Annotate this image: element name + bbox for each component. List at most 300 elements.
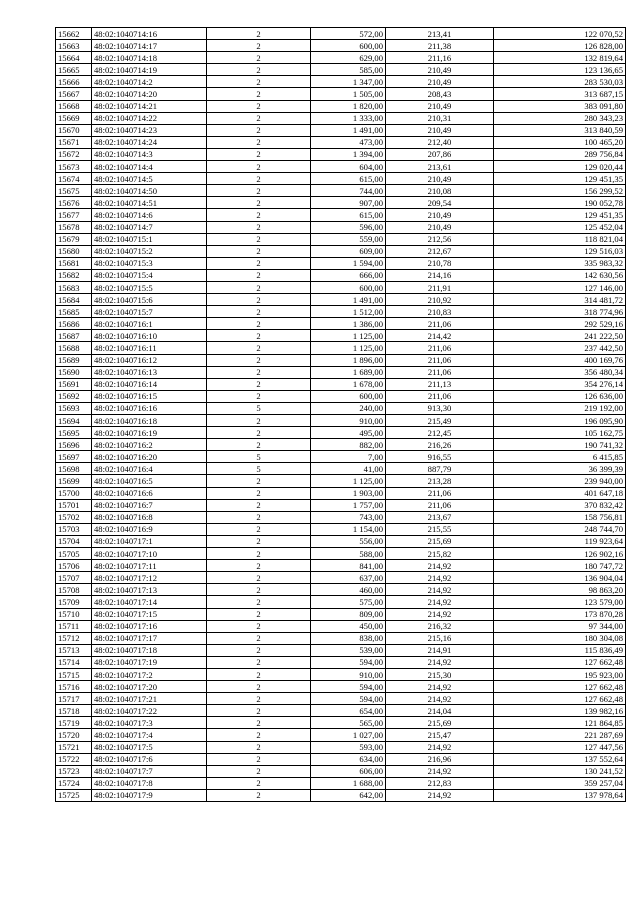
group-cell: 2 [207, 753, 311, 765]
value-cell: 142 630,56 [494, 269, 626, 281]
area-cell: 7,00 [311, 451, 386, 463]
cadastral-number-cell: 48:02:1040715:5 [92, 281, 207, 293]
value-cell: 292 529,16 [494, 318, 626, 330]
value-cell: 383 091,80 [494, 100, 626, 112]
group-cell: 2 [207, 548, 311, 560]
table-row [56, 88, 626, 100]
value-cell: 221 287,69 [494, 729, 626, 741]
group-cell: 2 [207, 354, 311, 366]
area-cell: 594,00 [311, 693, 386, 705]
cadastral-number-cell: 48:02:1040717:10 [92, 548, 207, 560]
group-cell: 2 [207, 668, 311, 680]
rate-cell: 210,49 [386, 76, 494, 88]
row-number-cell: 15668 [56, 100, 92, 112]
table-row [56, 620, 626, 632]
area-cell: 1 154,00 [311, 523, 386, 535]
row-number-cell: 15663 [56, 40, 92, 52]
cadastral-number-cell: 48:02:1040716:10 [92, 330, 207, 342]
rate-cell: 210,49 [386, 209, 494, 221]
rate-cell: 214,42 [386, 330, 494, 342]
value-cell: 370 832,42 [494, 499, 626, 511]
area-cell: 1 512,00 [311, 306, 386, 318]
table-row [56, 668, 626, 680]
row-number-cell: 15716 [56, 681, 92, 693]
table-row [56, 281, 626, 293]
group-cell: 2 [207, 306, 311, 318]
row-number-cell: 15713 [56, 644, 92, 656]
table-row [56, 112, 626, 124]
group-cell: 2 [207, 366, 311, 378]
table-row [56, 161, 626, 173]
table-row [56, 40, 626, 52]
area-cell: 1 757,00 [311, 499, 386, 511]
row-number-cell: 15673 [56, 161, 92, 173]
value-cell: 123 579,00 [494, 596, 626, 608]
value-cell: 125 452,04 [494, 221, 626, 233]
table-row [56, 608, 626, 620]
cadastral-value-table [55, 27, 626, 802]
group-cell: 2 [207, 64, 311, 76]
cadastral-number-cell: 48:02:1040717:17 [92, 632, 207, 644]
group-cell: 2 [207, 40, 311, 52]
row-number-cell: 15700 [56, 487, 92, 499]
row-number-cell: 15684 [56, 294, 92, 306]
row-number-cell: 15687 [56, 330, 92, 342]
row-number-cell: 15690 [56, 366, 92, 378]
value-cell: 126 828,00 [494, 40, 626, 52]
area-cell: 1 903,00 [311, 487, 386, 499]
table-row [56, 28, 626, 40]
table-row [56, 475, 626, 487]
group-cell: 2 [207, 124, 311, 136]
cadastral-number-cell: 48:02:1040716:7 [92, 499, 207, 511]
table-row [56, 209, 626, 221]
cadastral-number-cell: 48:02:1040716:16 [92, 402, 207, 414]
rate-cell: 214,04 [386, 705, 494, 717]
rate-cell: 210,08 [386, 185, 494, 197]
value-cell: 137 978,64 [494, 789, 626, 801]
group-cell: 2 [207, 294, 311, 306]
table-row [56, 233, 626, 245]
cadastral-number-cell: 48:02:1040716:8 [92, 511, 207, 523]
area-cell: 1 027,00 [311, 729, 386, 741]
table-row [56, 124, 626, 136]
cadastral-number-cell: 48:02:1040717:14 [92, 596, 207, 608]
cadastral-number-cell: 48:02:1040714:5 [92, 173, 207, 185]
group-cell: 2 [207, 318, 311, 330]
cadastral-number-cell: 48:02:1040714:23 [92, 124, 207, 136]
table-row [56, 64, 626, 76]
group-cell: 2 [207, 632, 311, 644]
area-cell: 600,00 [311, 281, 386, 293]
cadastral-number-cell: 48:02:1040714:4 [92, 161, 207, 173]
group-cell: 2 [207, 741, 311, 753]
value-cell: 127 662,48 [494, 656, 626, 668]
area-cell: 1 688,00 [311, 777, 386, 789]
cadastral-number-cell: 48:02:1040716:2 [92, 439, 207, 451]
table-row [56, 584, 626, 596]
cadastral-number-cell: 48:02:1040715:3 [92, 257, 207, 269]
table-row [56, 523, 626, 535]
rate-cell: 215,49 [386, 415, 494, 427]
cadastral-number-cell: 48:02:1040716:13 [92, 366, 207, 378]
value-cell: 219 192,00 [494, 402, 626, 414]
area-cell: 910,00 [311, 415, 386, 427]
group-cell: 2 [207, 560, 311, 572]
group-cell: 2 [207, 52, 311, 64]
row-number-cell: 15666 [56, 76, 92, 88]
cadastral-number-cell: 48:02:1040714:2 [92, 76, 207, 88]
rate-cell: 215,69 [386, 717, 494, 729]
row-number-cell: 15714 [56, 656, 92, 668]
area-cell: 556,00 [311, 535, 386, 547]
group-cell: 2 [207, 487, 311, 499]
group-cell: 2 [207, 475, 311, 487]
table-row [56, 185, 626, 197]
area-cell: 565,00 [311, 717, 386, 729]
row-number-cell: 15680 [56, 245, 92, 257]
table-row [56, 765, 626, 777]
area-cell: 882,00 [311, 439, 386, 451]
cadastral-number-cell: 48:02:1040717:4 [92, 729, 207, 741]
row-number-cell: 15724 [56, 777, 92, 789]
value-cell: 400 169,76 [494, 354, 626, 366]
value-cell: 158 756,81 [494, 511, 626, 523]
group-cell: 2 [207, 100, 311, 112]
group-cell: 2 [207, 584, 311, 596]
rate-cell: 213,61 [386, 161, 494, 173]
value-cell: 123 136,65 [494, 64, 626, 76]
value-cell: 173 870,28 [494, 608, 626, 620]
row-number-cell: 15676 [56, 197, 92, 209]
group-cell: 2 [207, 620, 311, 632]
value-cell: 139 982,16 [494, 705, 626, 717]
table-row [56, 342, 626, 354]
cadastral-number-cell: 48:02:1040716:5 [92, 475, 207, 487]
area-cell: 609,00 [311, 245, 386, 257]
row-number-cell: 15675 [56, 185, 92, 197]
group-cell: 5 [207, 463, 311, 475]
value-cell: 356 480,34 [494, 366, 626, 378]
row-number-cell: 15691 [56, 378, 92, 390]
row-number-cell: 15698 [56, 463, 92, 475]
value-cell: 97 344,00 [494, 620, 626, 632]
group-cell: 2 [207, 233, 311, 245]
row-number-cell: 15723 [56, 765, 92, 777]
row-number-cell: 15715 [56, 668, 92, 680]
table-row [56, 52, 626, 64]
area-cell: 1 333,00 [311, 112, 386, 124]
table-row [56, 245, 626, 257]
value-cell: 129 451,35 [494, 173, 626, 185]
group-cell: 2 [207, 777, 311, 789]
area-cell: 1 689,00 [311, 366, 386, 378]
rate-cell: 216,96 [386, 753, 494, 765]
table-row [56, 197, 626, 209]
group-cell: 2 [207, 209, 311, 221]
table-row [56, 100, 626, 112]
group-cell: 2 [207, 390, 311, 402]
row-number-cell: 15702 [56, 511, 92, 523]
table-row [56, 366, 626, 378]
row-number-cell: 15709 [56, 596, 92, 608]
cadastral-number-cell: 48:02:1040717:3 [92, 717, 207, 729]
value-cell: 401 647,18 [494, 487, 626, 499]
group-cell: 2 [207, 729, 311, 741]
area-cell: 1 896,00 [311, 354, 386, 366]
table-row [56, 729, 626, 741]
cadastral-number-cell: 48:02:1040714:21 [92, 100, 207, 112]
row-number-cell: 15705 [56, 548, 92, 560]
rate-cell: 212,45 [386, 427, 494, 439]
group-cell: 2 [207, 693, 311, 705]
area-cell: 907,00 [311, 197, 386, 209]
rate-cell: 214,92 [386, 765, 494, 777]
rate-cell: 211,06 [386, 342, 494, 354]
group-cell: 2 [207, 112, 311, 124]
cadastral-number-cell: 48:02:1040716:15 [92, 390, 207, 402]
rate-cell: 212,40 [386, 136, 494, 148]
cadastral-number-cell: 48:02:1040715:1 [92, 233, 207, 245]
value-cell: 121 864,85 [494, 717, 626, 729]
row-number-cell: 15718 [56, 705, 92, 717]
table-row [56, 221, 626, 233]
cadastral-number-cell: 48:02:1040714:16 [92, 28, 207, 40]
area-cell: 841,00 [311, 560, 386, 572]
group-cell: 2 [207, 342, 311, 354]
group-cell: 2 [207, 523, 311, 535]
rate-cell: 210,49 [386, 124, 494, 136]
cadastral-number-cell: 48:02:1040717:1 [92, 535, 207, 547]
group-cell: 2 [207, 136, 311, 148]
cadastral-number-cell: 48:02:1040717:12 [92, 572, 207, 584]
cadastral-number-cell: 48:02:1040716:14 [92, 378, 207, 390]
area-cell: 1 678,00 [311, 378, 386, 390]
value-cell: 237 442,50 [494, 342, 626, 354]
rate-cell: 212,67 [386, 245, 494, 257]
row-number-cell: 15697 [56, 451, 92, 463]
group-cell: 2 [207, 76, 311, 88]
table-row [56, 777, 626, 789]
value-cell: 132 819,64 [494, 52, 626, 64]
row-number-cell: 15664 [56, 52, 92, 64]
group-cell: 2 [207, 717, 311, 729]
rate-cell: 215,55 [386, 523, 494, 535]
rate-cell: 210,31 [386, 112, 494, 124]
rate-cell: 215,47 [386, 729, 494, 741]
cadastral-number-cell: 48:02:1040717:13 [92, 584, 207, 596]
value-cell: 126 636,00 [494, 390, 626, 402]
row-number-cell: 15719 [56, 717, 92, 729]
rate-cell: 207,86 [386, 148, 494, 160]
group-cell: 2 [207, 644, 311, 656]
cadastral-number-cell: 48:02:1040717:5 [92, 741, 207, 753]
area-cell: 604,00 [311, 161, 386, 173]
row-number-cell: 15688 [56, 342, 92, 354]
area-cell: 473,00 [311, 136, 386, 148]
value-cell: 98 863,20 [494, 584, 626, 596]
area-cell: 1 125,00 [311, 342, 386, 354]
area-cell: 743,00 [311, 511, 386, 523]
area-cell: 588,00 [311, 548, 386, 560]
group-cell: 2 [207, 608, 311, 620]
cadastral-number-cell: 48:02:1040716:20 [92, 451, 207, 463]
cadastral-number-cell: 48:02:1040714:18 [92, 52, 207, 64]
value-cell: 190 741,32 [494, 439, 626, 451]
group-cell: 2 [207, 789, 311, 801]
value-cell: 126 902,16 [494, 548, 626, 560]
table-row [56, 511, 626, 523]
row-number-cell: 15704 [56, 535, 92, 547]
rate-cell: 215,82 [386, 548, 494, 560]
table-row [56, 390, 626, 402]
table-row [56, 415, 626, 427]
rate-cell: 212,56 [386, 233, 494, 245]
table-row [56, 257, 626, 269]
cadastral-number-cell: 48:02:1040717:11 [92, 560, 207, 572]
row-number-cell: 15707 [56, 572, 92, 584]
rate-cell: 213,28 [386, 475, 494, 487]
row-number-cell: 15696 [56, 439, 92, 451]
row-number-cell: 15667 [56, 88, 92, 100]
rate-cell: 214,92 [386, 584, 494, 596]
row-number-cell: 15683 [56, 281, 92, 293]
cadastral-number-cell: 48:02:1040717:19 [92, 656, 207, 668]
area-cell: 654,00 [311, 705, 386, 717]
value-cell: 239 940,00 [494, 475, 626, 487]
group-cell: 2 [207, 681, 311, 693]
area-cell: 629,00 [311, 52, 386, 64]
row-number-cell: 15717 [56, 693, 92, 705]
cadastral-number-cell: 48:02:1040714:24 [92, 136, 207, 148]
area-cell: 615,00 [311, 173, 386, 185]
value-cell: 100 465,20 [494, 136, 626, 148]
row-number-cell: 15662 [56, 28, 92, 40]
area-cell: 593,00 [311, 741, 386, 753]
area-cell: 539,00 [311, 644, 386, 656]
cadastral-number-cell: 48:02:1040716:18 [92, 415, 207, 427]
rate-cell: 210,49 [386, 64, 494, 76]
row-number-cell: 15677 [56, 209, 92, 221]
cadastral-number-cell: 48:02:1040714:19 [92, 64, 207, 76]
row-number-cell: 15695 [56, 427, 92, 439]
rate-cell: 916,55 [386, 451, 494, 463]
group-cell: 2 [207, 197, 311, 209]
area-cell: 450,00 [311, 620, 386, 632]
rate-cell: 214,91 [386, 644, 494, 656]
table-row [56, 499, 626, 511]
rate-cell: 214,16 [386, 269, 494, 281]
value-cell: 190 052,78 [494, 197, 626, 209]
table-row [56, 148, 626, 160]
area-cell: 1 820,00 [311, 100, 386, 112]
area-cell: 910,00 [311, 668, 386, 680]
rate-cell: 215,16 [386, 632, 494, 644]
value-cell: 6 415,85 [494, 451, 626, 463]
value-cell: 136 904,04 [494, 572, 626, 584]
row-number-cell: 15708 [56, 584, 92, 596]
table-row [56, 572, 626, 584]
value-cell: 283 530,03 [494, 76, 626, 88]
table-row [56, 402, 626, 414]
rate-cell: 212,83 [386, 777, 494, 789]
rate-cell: 211,06 [386, 487, 494, 499]
rate-cell: 214,92 [386, 789, 494, 801]
rate-cell: 211,06 [386, 318, 494, 330]
row-number-cell: 15699 [56, 475, 92, 487]
cadastral-number-cell: 48:02:1040717:22 [92, 705, 207, 717]
table-row [56, 427, 626, 439]
area-cell: 634,00 [311, 753, 386, 765]
rate-cell: 210,83 [386, 306, 494, 318]
rate-cell: 209,54 [386, 197, 494, 209]
table-row [56, 487, 626, 499]
row-number-cell: 15694 [56, 415, 92, 427]
table-row [56, 354, 626, 366]
area-cell: 1 386,00 [311, 318, 386, 330]
area-cell: 460,00 [311, 584, 386, 596]
row-number-cell: 15674 [56, 173, 92, 185]
rate-cell: 210,49 [386, 100, 494, 112]
rate-cell: 211,16 [386, 52, 494, 64]
rate-cell: 210,92 [386, 294, 494, 306]
group-cell: 2 [207, 148, 311, 160]
group-cell: 2 [207, 439, 311, 451]
cadastral-number-cell: 48:02:1040714:50 [92, 185, 207, 197]
row-number-cell: 15669 [56, 112, 92, 124]
area-cell: 1 491,00 [311, 294, 386, 306]
value-cell: 354 276,14 [494, 378, 626, 390]
rate-cell: 215,30 [386, 668, 494, 680]
row-number-cell: 15681 [56, 257, 92, 269]
rate-cell: 208,43 [386, 88, 494, 100]
cadastral-number-cell: 48:02:1040717:9 [92, 789, 207, 801]
cadastral-number-cell: 48:02:1040715:2 [92, 245, 207, 257]
rate-cell: 214,92 [386, 560, 494, 572]
row-number-cell: 15693 [56, 402, 92, 414]
value-cell: 156 299,52 [494, 185, 626, 197]
cadastral-number-cell: 48:02:1040717:7 [92, 765, 207, 777]
cadastral-number-cell: 48:02:1040716:6 [92, 487, 207, 499]
table-row [56, 294, 626, 306]
row-number-cell: 15722 [56, 753, 92, 765]
cadastral-number-cell: 48:02:1040717:20 [92, 681, 207, 693]
area-cell: 1 125,00 [311, 330, 386, 342]
area-cell: 615,00 [311, 209, 386, 221]
row-number-cell: 15686 [56, 318, 92, 330]
area-cell: 1 347,00 [311, 76, 386, 88]
rate-cell: 210,78 [386, 257, 494, 269]
value-cell: 313 840,59 [494, 124, 626, 136]
group-cell: 2 [207, 705, 311, 717]
table-row [56, 741, 626, 753]
row-number-cell: 15712 [56, 632, 92, 644]
rate-cell: 211,13 [386, 378, 494, 390]
table-row [56, 76, 626, 88]
table-row [56, 451, 626, 463]
row-number-cell: 15672 [56, 148, 92, 160]
table-row [56, 560, 626, 572]
table-row [56, 306, 626, 318]
group-cell: 5 [207, 402, 311, 414]
table-row [56, 693, 626, 705]
table-row [56, 548, 626, 560]
row-number-cell: 15721 [56, 741, 92, 753]
group-cell: 2 [207, 511, 311, 523]
row-number-cell: 15701 [56, 499, 92, 511]
row-number-cell: 15678 [56, 221, 92, 233]
group-cell: 2 [207, 656, 311, 668]
